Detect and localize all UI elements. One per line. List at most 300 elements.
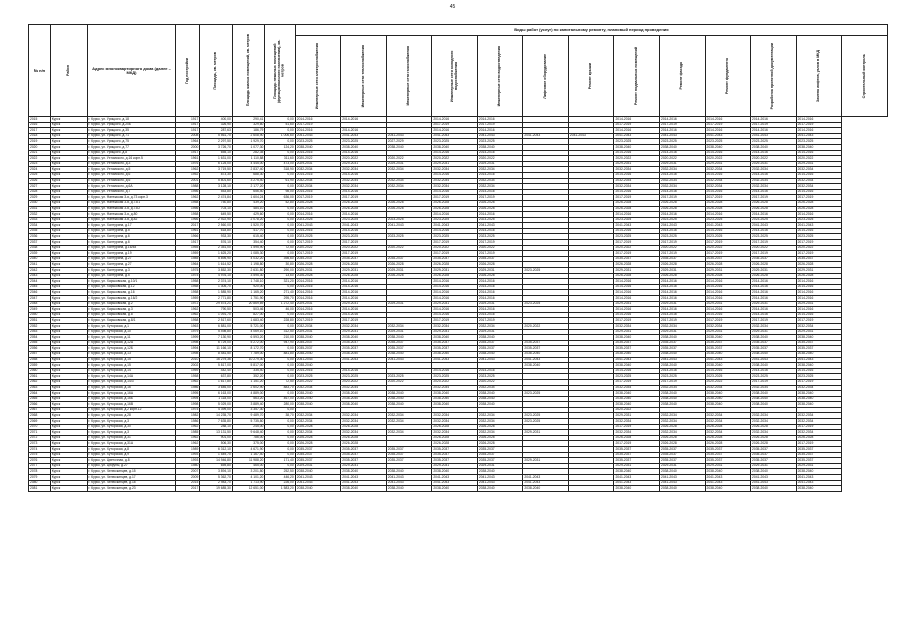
table-cell: 484,10	[232, 206, 265, 212]
table-cell: 1 167,40	[232, 452, 265, 458]
table-cell: 1999	[176, 335, 200, 341]
table-cell: 2038-2040	[659, 335, 705, 341]
table-cell: 290,00	[265, 268, 295, 274]
table-cell: 2029-2031	[341, 268, 387, 274]
table-cell: 2014-2016	[614, 212, 660, 218]
table-cell: 2038-2040	[614, 391, 660, 397]
table-cell: 2014-2016	[432, 290, 478, 296]
table-cell: 2020-2022	[295, 156, 341, 162]
table-cell: 312,50	[265, 329, 295, 335]
table-cell: 2 608,90	[232, 133, 265, 139]
table-cell: 2017-2019	[432, 318, 478, 324]
table-cell: 2014-2016	[751, 290, 797, 296]
table-cell: 2038-2040	[705, 391, 751, 397]
table-cell: 2038-2040	[386, 391, 432, 397]
table-cell: 2022	[29, 156, 51, 162]
table-cell: 2041-2043	[705, 133, 751, 139]
table-cell: 61,90	[265, 178, 295, 184]
table-cell: 2026-2028	[341, 441, 387, 447]
table-cell: 3 719,50	[200, 167, 233, 173]
table-cell: 467,00	[265, 396, 295, 402]
table-cell: 2026-2028	[386, 206, 432, 212]
table-cell: 2041-2043	[705, 475, 751, 481]
table-cell: 2020-2022	[432, 379, 478, 385]
table-cell: г. Курск, ул. Халтурина, д.5	[87, 273, 176, 279]
table-cell: 2029-2031	[341, 161, 387, 167]
table-cell: 0,00	[265, 407, 295, 413]
table-cell: 2054	[29, 335, 51, 341]
table-cell: 2014-2016	[751, 284, 797, 290]
table-cell: 2038-2040	[705, 335, 751, 341]
table-cell: 2014-2016	[477, 117, 523, 123]
table-cell: Курск	[50, 458, 87, 464]
table-cell: 2026-2028	[432, 200, 478, 206]
table-cell: 2032-2034	[386, 184, 432, 190]
table-cell: 2038-2040	[386, 396, 432, 402]
table-cell: 1988	[176, 184, 200, 190]
table-cell: 2041-2043	[568, 133, 614, 139]
table-cell: Курск	[50, 351, 87, 357]
table-cell: 2023-2025	[796, 217, 842, 223]
table-cell: 2035-2037	[477, 346, 523, 352]
table-cell: 2026-2028	[659, 206, 705, 212]
table-cell: 2014-2016	[659, 368, 705, 374]
table-cell: 1 929,70	[232, 139, 265, 145]
table-cell: 4 399,00	[200, 407, 233, 413]
table-cell: 2038-2040	[432, 469, 478, 475]
table-cell: 2023-2025	[477, 217, 523, 223]
table-cell: 2014-2016	[796, 279, 842, 285]
table-cell: 2026-2028	[751, 273, 797, 279]
table-cell: 2035-2037	[614, 256, 660, 262]
table-cell: 1 625,20	[200, 251, 233, 257]
table-cell: 2026-2028	[659, 200, 705, 206]
table-cell: 2 922,90	[200, 217, 233, 223]
table-cell: 2029-2031	[705, 161, 751, 167]
table-cell: 228,80	[265, 318, 295, 324]
table-cell: 2032-2034	[659, 167, 705, 173]
table-cell: 2038-2040	[705, 469, 751, 475]
table-cell: 2041-2043	[614, 480, 660, 486]
table-cell: 2026-2028	[751, 206, 797, 212]
table-cell: 2035-2037	[659, 256, 705, 262]
table-cell: 1998	[176, 402, 200, 408]
table-cell: 5 029,00	[200, 402, 233, 408]
table-cell: 98,00	[265, 189, 295, 195]
table-cell: 2041-2043	[341, 357, 387, 363]
table-cell: 2017-2019	[614, 251, 660, 257]
table-cell: 2014-2016	[796, 290, 842, 296]
table-cell: 2 983,70	[200, 480, 233, 486]
table-cell: 2035-2037	[386, 346, 432, 352]
table-cell: 1962	[176, 195, 200, 201]
table-cell: 2035-2037	[659, 346, 705, 352]
table-cell: 2017-2019	[432, 195, 478, 201]
table-cell: 335,40	[232, 368, 265, 374]
table-cell: 2032-2034	[796, 323, 842, 329]
table-cell: 2026-2028	[659, 441, 705, 447]
table-cell: 3 357,30	[232, 407, 265, 413]
table-cell: 2014-2016	[614, 128, 660, 134]
table-cell: 2 351,00	[200, 245, 233, 251]
table-cell: 2038-2040	[341, 469, 387, 475]
table-cell: 0,00	[265, 374, 295, 380]
table-cell: 2031	[29, 206, 51, 212]
table-cell: 873,30	[200, 172, 233, 178]
table-cell: 2017-2019	[341, 251, 387, 257]
table-cell: 2029-2031	[751, 268, 797, 274]
table-cell: 1958	[176, 212, 200, 218]
table-cell: 2002	[176, 363, 200, 369]
table-cell: Курск	[50, 256, 87, 262]
table-cell: 2010	[176, 357, 200, 363]
col-work-header: Ремонт подвальных помещений	[614, 36, 660, 117]
table-cell: 6 312,10	[200, 447, 233, 453]
table-cell: 3 889,40	[232, 402, 265, 408]
table-cell: 2014-2016	[796, 296, 842, 302]
table-cell: 2038-2040	[614, 402, 660, 408]
table-cell: 46,00	[265, 307, 295, 313]
table-cell: 2020-2022	[432, 156, 478, 162]
table-cell: 2032-2034	[659, 385, 705, 391]
table-cell: 0,00	[265, 251, 295, 257]
table-cell: Курск	[50, 206, 87, 212]
table-cell: 2028	[29, 189, 51, 195]
col-work-header: Разработка проектной документации	[751, 36, 797, 117]
table-cell: 2045	[29, 284, 51, 290]
table-cell: 2041-2043	[705, 357, 751, 363]
table-cell: 2026-2028	[751, 441, 797, 447]
table-cell: 1962	[176, 424, 200, 430]
table-cell: 2014-2016	[751, 150, 797, 156]
table-cell: 124,20	[265, 144, 295, 150]
table-cell: 2014-2016	[341, 228, 387, 234]
table-cell: 2029-2031	[614, 329, 660, 335]
table-cell: Курск	[50, 245, 87, 251]
table-cell: 2017-2019	[295, 318, 341, 324]
table-cell: 2041-2043	[477, 133, 523, 139]
table-cell: 2067	[29, 407, 51, 413]
table-cell: 2014-2016	[796, 128, 842, 134]
table-cell: 2041-2043	[341, 480, 387, 486]
table-cell: г. Курск, ул. Харьковская, д.16/2	[87, 296, 176, 302]
table-cell: 1962	[176, 167, 200, 173]
table-cell: Курск	[50, 301, 87, 307]
table-cell: г. Курск, ул. Ухтомского, д.6А	[87, 184, 176, 190]
table-cell: 2023-2025	[386, 217, 432, 223]
table-cell: г. Курск, ул. Хуторская, д.30	[87, 424, 176, 430]
table-cell: 2017-2019	[751, 379, 797, 385]
table-cell: 2029-2031	[796, 161, 842, 167]
table-cell: 2032	[29, 212, 51, 218]
table-cell: 2032-2034	[659, 419, 705, 425]
table-cell: Курск	[50, 279, 87, 285]
table-cell: Курск	[50, 234, 87, 240]
table-cell: 2038-2040	[614, 363, 660, 369]
table-cell: Курск	[50, 189, 87, 195]
table-cell: 2026-2028	[705, 200, 751, 206]
table-cell: 2032-2034	[659, 413, 705, 419]
table-cell: 2017-2019	[796, 318, 842, 324]
table-cell: 2032-2034	[796, 385, 842, 391]
table-cell: 0,00	[265, 435, 295, 441]
table-cell: 2014-2016	[705, 150, 751, 156]
table-cell: 1 520,70	[232, 223, 265, 229]
table-cell: г. Курск, ул. Урицкого, д.75	[87, 139, 176, 145]
table-cell: 4 069,10	[232, 329, 265, 335]
table-cell: Курск	[50, 463, 87, 469]
table-cell: 2070	[29, 424, 51, 430]
table-cell: 2038-2040	[386, 402, 432, 408]
table-cell: 210,00	[265, 335, 295, 341]
table-cell: 2038-2040	[614, 144, 660, 150]
table-cell: г. Курск, ул. Ухтомского, д.16 корп.5	[87, 156, 176, 162]
table-cell: 1966	[176, 234, 200, 240]
table-cell: 2041-2043	[659, 133, 705, 139]
table-cell: 2035-2037	[614, 340, 660, 346]
table-cell: 2041-2043	[295, 223, 341, 229]
table-cell: г. Курск, ул. Хуторская, д.1	[87, 323, 176, 329]
table-cell: 1975	[176, 268, 200, 274]
table-cell: 2072	[29, 435, 51, 441]
table-cell: 2026-2028	[659, 424, 705, 430]
table-cell: 636,00	[265, 195, 295, 201]
table-cell: 20 869,69	[232, 301, 265, 307]
table-cell: 2034	[29, 223, 51, 229]
table-cell: 2014-2016	[659, 228, 705, 234]
table-cell: 2020-2022	[432, 245, 478, 251]
table-cell: 2038-2040	[751, 402, 797, 408]
table-cell: 2041-2043	[477, 475, 523, 481]
table-cell: 2 631,80	[232, 268, 265, 274]
table-cell: 2026-2028	[386, 200, 432, 206]
table-cell: 2032-2034	[659, 178, 705, 184]
table-cell: 6 729,00	[200, 340, 233, 346]
table-cell: 2026-2028	[796, 435, 842, 441]
table-cell: 417,70	[232, 228, 265, 234]
table-cell: 2041	[29, 262, 51, 268]
table-cell: 2038-2040	[386, 351, 432, 357]
table-cell: 14 235,70	[200, 413, 233, 419]
table-cell: 1962	[176, 435, 200, 441]
table-cell: 2029-2031	[295, 463, 341, 469]
table-cell: 2017-2019	[796, 379, 842, 385]
table-cell: 2032-2034	[477, 430, 523, 436]
table-cell: г. Курск, ул. Хуторская, д.12А	[87, 340, 176, 346]
table-cell: 2026-2028	[751, 424, 797, 430]
table-cell: 9 648,40	[232, 430, 265, 436]
table-cell: 2014-2016	[659, 189, 705, 195]
table-cell: 2020-2022	[796, 156, 842, 162]
table-cell: Курск	[50, 363, 87, 369]
table-cell: 655,10	[200, 150, 233, 156]
table-cell: 2026-2028	[659, 262, 705, 268]
table-cell: 2023-2025	[614, 374, 660, 380]
table-cell: 1995	[176, 391, 200, 397]
table-cell: 2035-2037	[751, 346, 797, 352]
table-cell: 2047	[29, 296, 51, 302]
table-cell: г. Курск, ул. Хуторская, д.31	[87, 435, 176, 441]
table-cell: 2035-2037	[432, 340, 478, 346]
table-cell: 0,00	[265, 368, 295, 374]
table-cell: 1962	[176, 307, 200, 313]
table-cell: 2032-2034	[341, 184, 387, 190]
table-cell: 1975	[176, 273, 200, 279]
table-cell: 2017-2019	[614, 122, 660, 128]
table-cell: 2032-2034	[295, 178, 341, 184]
table-cell: 2017-2019	[659, 122, 705, 128]
table-cell: 2014-2016	[659, 307, 705, 313]
table-cell: 2014-2016	[432, 284, 478, 290]
table-cell: 2014-2016	[614, 228, 660, 234]
table-cell: 2035-2037	[705, 452, 751, 458]
table-cell: 10 279,30	[232, 357, 265, 363]
table-cell: 2038-2040	[295, 396, 341, 402]
table-cell: 2035	[29, 228, 51, 234]
table-cell: 2035-2037	[796, 458, 842, 464]
table-cell: 2041-2043	[705, 480, 751, 486]
table-cell: 2041-2043	[705, 223, 751, 229]
table-cell: 2023-2025	[341, 217, 387, 223]
table-cell: 2023-2025	[432, 217, 478, 223]
table-cell: 2017-2019	[432, 122, 478, 128]
table-cell: 2029-2031	[477, 301, 523, 307]
table-cell: 2029-2031	[477, 268, 523, 274]
table-cell: 2038-2040	[432, 391, 478, 397]
table-cell: 2017-2019	[659, 251, 705, 257]
table-cell: 2038-2040	[341, 486, 387, 492]
table-cell: 2023-2025	[751, 139, 797, 145]
table-cell: г. Курск, ул. Хуторская, д.16Б	[87, 396, 176, 402]
table-cell: 446,20	[265, 475, 295, 481]
table-cell: 2017-2019	[705, 195, 751, 201]
table-cell: 2038-2040	[614, 396, 660, 402]
table-cell: 2023-2025	[341, 234, 387, 240]
table-cell: 2026-2028	[295, 262, 341, 268]
table-cell: 2032-2034	[751, 385, 797, 391]
table-cell: г. Курск, ул. Хуторская, д.2 корп.12	[87, 407, 176, 413]
table-cell: 2029-2031	[614, 268, 660, 274]
table-cell: 2014-2016	[705, 228, 751, 234]
table-cell: 2014-2016	[751, 312, 797, 318]
table-cell: 2032-2034	[705, 385, 751, 391]
table-cell: 2035-2037	[477, 458, 523, 464]
table-cell: 2023-2025	[659, 374, 705, 380]
table-cell: 576,10	[200, 240, 233, 246]
table-cell: 2014-2016	[614, 189, 660, 195]
table-cell: 2026-2028	[477, 206, 523, 212]
table-cell: г. Курск, ул. Фатежская 3-я, д.80	[87, 212, 176, 218]
table-cell: 2017-2019	[659, 379, 705, 385]
table-cell: 2038-2040	[614, 351, 660, 357]
table-cell: 2017-2019	[796, 424, 842, 430]
table-cell: 4 976,10	[200, 273, 233, 279]
table-cell: 2032-2034	[705, 430, 751, 436]
table-cell: г. Курск, ул. Харьковская, д.10/1	[87, 279, 176, 285]
table-cell: Курск	[50, 396, 87, 402]
table-cell: 2038-2040	[295, 486, 341, 492]
table-cell: 2020-2022	[386, 156, 432, 162]
table-cell: 2035-2037	[295, 346, 341, 352]
table-cell: 2014-2016	[659, 296, 705, 302]
table-cell: г. Курск, ул. Хуторская, д.14А	[87, 374, 176, 380]
table-cell: 2032-2034	[432, 167, 478, 173]
table-cell: 1917	[176, 117, 200, 123]
table-cell: 2026-2028	[432, 206, 478, 212]
table-cell: 1 077,30	[232, 144, 265, 150]
table-cell: 2014-2016	[477, 228, 523, 234]
table-cell: г. Курск, ул. Хуторская, д.13	[87, 351, 176, 357]
table-cell: 3 852,30	[200, 268, 233, 274]
table-cell: 5 895,90	[200, 256, 233, 262]
table-cell: 7 130,90	[200, 335, 233, 341]
table-cell: 2014-2016	[295, 284, 341, 290]
table-cell: 2035-2037	[341, 447, 387, 453]
table-cell: 2 177,20	[232, 184, 265, 190]
table-cell: 2041-2043	[477, 480, 523, 486]
col-work-header: Строительный контроль	[842, 36, 888, 117]
table-cell: г. Курск, ул. Хуторская, д.14	[87, 368, 176, 374]
table-cell: 2035-2037	[295, 256, 341, 262]
table-cell: 2026-2028	[295, 200, 341, 206]
table-cell: 2014-2016	[341, 117, 387, 123]
table-cell: 2029-2031	[477, 329, 523, 335]
table-cell: Курск	[50, 167, 87, 173]
table-cell: 615,40	[232, 234, 265, 240]
table-cell: 2035-2037	[386, 340, 432, 346]
table-cell: 2061	[29, 374, 51, 380]
table-cell: г. Курск, ул. Челюскинцев, д.15	[87, 469, 176, 475]
table-cell: г. Курск, ул. Ухтомского, д.3	[87, 161, 176, 167]
table-cell: 1917	[176, 150, 200, 156]
table-cell: 2035-2037	[477, 256, 523, 262]
table-cell: 2014-2016	[295, 172, 341, 178]
table-cell: 2029-2031	[659, 329, 705, 335]
table-cell: 4 032,20	[232, 256, 265, 262]
table-cell: г. Курск, ул. Цветочная, д.8	[87, 458, 176, 464]
table-cell: 2032-2034	[341, 167, 387, 173]
table-cell: 2035-2037	[477, 452, 523, 458]
table-cell: 0,00	[265, 234, 295, 240]
table-cell: 2038-2040	[523, 351, 569, 357]
table-cell: г. Курск, ул. Хуторская, д.16А	[87, 391, 176, 397]
table-cell: 0,00	[265, 363, 295, 369]
table-cell: г. Курск, ул. Харьковская, д.2	[87, 301, 176, 307]
table-cell: 2035-2037	[705, 256, 751, 262]
table-cell: 2015	[29, 117, 51, 123]
table-cell: 51,60	[265, 122, 295, 128]
table-cell: г. Курск, ул. Фатежская 3-я, д.82	[87, 217, 176, 223]
table-cell: 2041-2043	[386, 223, 432, 229]
table-cell: 2 602,90	[232, 385, 265, 391]
table-cell: 2014-2016	[477, 279, 523, 285]
table-cell: 2032-2034	[386, 413, 432, 419]
table-cell: 375,00	[232, 441, 265, 447]
table-cell: 2026-2028	[705, 273, 751, 279]
table-cell: 2032-2034	[341, 430, 387, 436]
table-cell: 2000	[176, 144, 200, 150]
table-cell: г. Курск, ул. Хуторская, д.16	[87, 385, 176, 391]
table-cell: Курск	[50, 284, 87, 290]
table-cell: 2029-2031	[341, 463, 387, 469]
table-cell: 2050	[29, 312, 51, 318]
table-cell: 2041-2043	[295, 133, 341, 139]
table-cell: 2023-2025	[705, 374, 751, 380]
table-cell: 2041-2043	[614, 133, 660, 139]
table-cell: 2035-2037	[659, 452, 705, 458]
table-cell: 2035-2037	[705, 447, 751, 453]
table-cell: г. Курск, ул. Харьковская, д.8/1	[87, 318, 176, 324]
